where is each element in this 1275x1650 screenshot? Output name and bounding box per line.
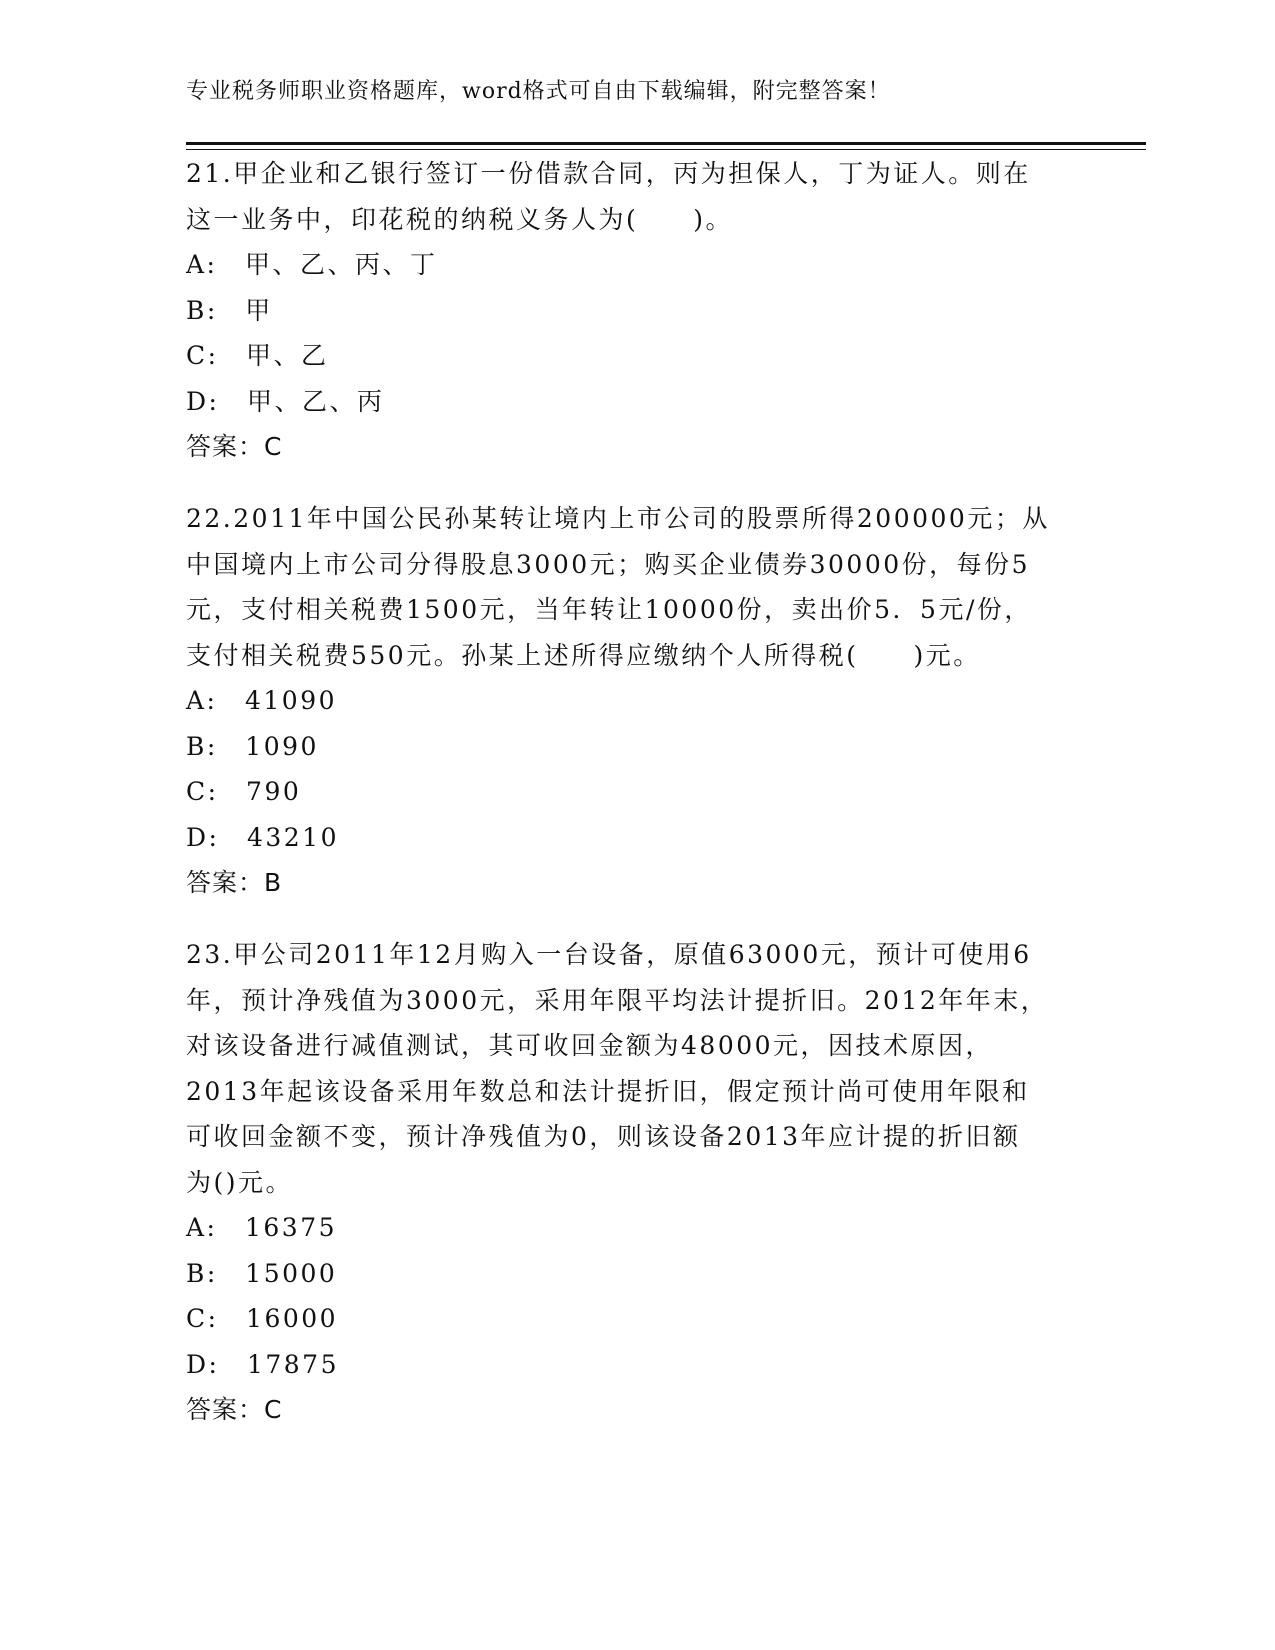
question-stem-line: 元，支付相关税费1500元，当年转让10000份，卖出价5．5元/份， (186, 595, 1032, 624)
question-stem-line: 可收回金额不变，预计净残值为0，则该设备2013年应计提的折旧额 (186, 1122, 1021, 1151)
question-stem-line: 对该设备进行减值测试，其可收回金额为48000元，因技术原因， (186, 1031, 994, 1060)
option-a: A: 41090 (186, 686, 338, 715)
option-b: B: 15000 (186, 1258, 338, 1288)
option-a: A: 16375 (186, 1213, 338, 1242)
question-stem-line: 支付相关税费550元。孙某上述所得应缴纳个人所得税( )元。 (186, 640, 981, 670)
option-b: B: 甲 (186, 295, 273, 325)
option-c: C: 16000 (186, 1304, 339, 1333)
option-a: A: 甲、乙、丙、丁 (186, 250, 438, 279)
page-header: 专业税务师职业资格题库，word格式可自由下载编辑，附完整答案！ (186, 79, 891, 104)
option-d: D: 17875 (186, 1349, 339, 1379)
question-stem-line: 为()元。 (186, 1167, 294, 1197)
question-stem-line: 2013年起该设备采用年数总和法计提折旧，假定预计尚可使用年限和 (186, 1076, 1030, 1106)
question-stem-line: 23.甲公司2011年12月购入一台设备，原值63000元，预计可使用6 (186, 940, 1032, 969)
question-stem-line: 年，预计净残值为3000元，采用年限平均法计提折旧。2012年年末， (186, 985, 1049, 1015)
question-21 (186, 151, 1066, 470)
question-22 (186, 496, 1066, 906)
answer: 答案：C (186, 1395, 283, 1424)
option-d: D: 43210 (186, 822, 339, 852)
question-stem-line: 21.甲企业和乙银行签订一份借款合同，丙为担保人，丁为证人。则在 (186, 159, 1031, 188)
question-stem-line: 22.2011年中国公民孙某转让境内上市公司的股票所得200000元；从 (186, 504, 1050, 533)
option-d: D: 甲、乙、丙 (186, 386, 385, 416)
header-divider-thin (186, 149, 1146, 150)
option-b: B: 1090 (186, 731, 319, 761)
question-stem-line: 这一业务中，印花税的纳税义务人为( )。 (186, 204, 734, 234)
option-c: C: 甲、乙 (186, 341, 329, 370)
question-stem-line: 中国境内上市公司分得股息3000元；购买企业债券30000份，每份5 (186, 549, 1031, 579)
answer: 答案：C (186, 432, 283, 461)
answer: 答案：B (186, 868, 283, 897)
option-c: C: 790 (186, 777, 302, 806)
question-23 (186, 932, 1066, 1433)
header-divider-thick (186, 142, 1146, 145)
